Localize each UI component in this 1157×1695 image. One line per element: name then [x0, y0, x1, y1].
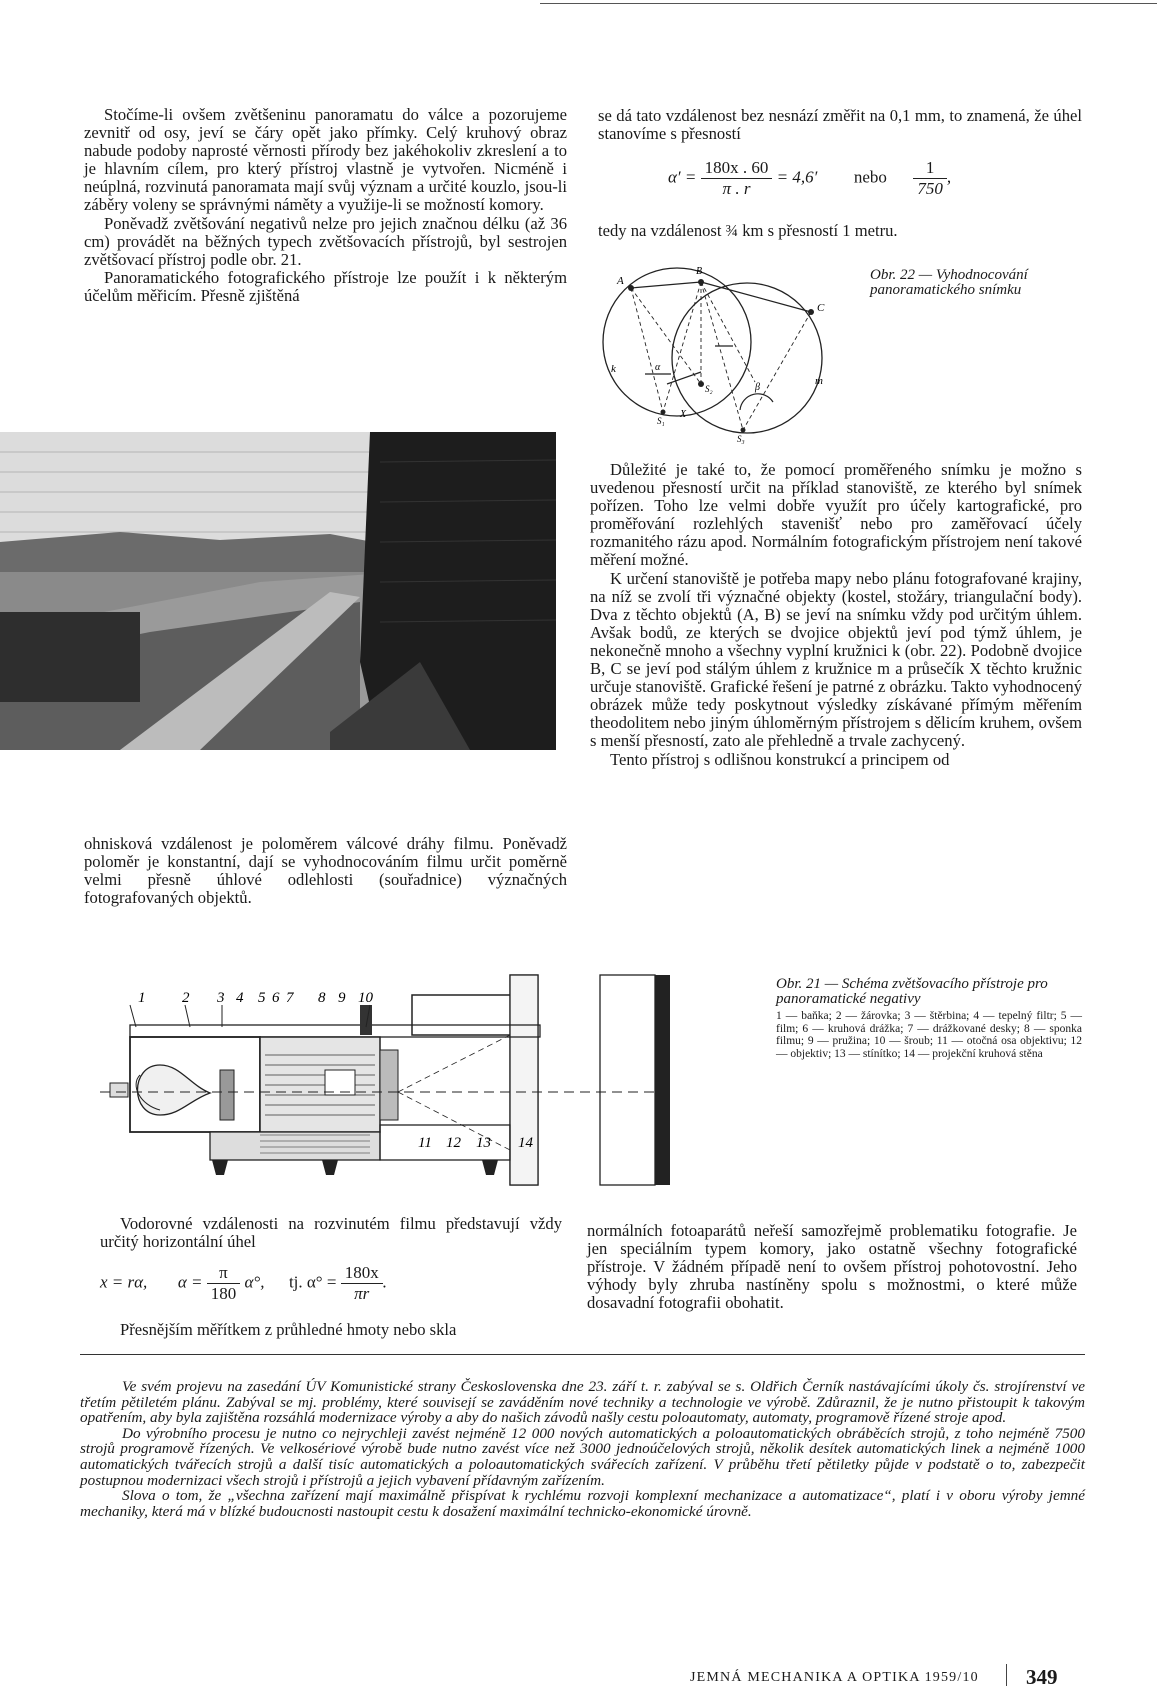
paragraph: Stočíme-li ovšem zvětšeninu panoramatu do válce a pozorujeme zevnitř od osy, jeví se čáry opět jako přímky. Celý kruhový obraz nabude podoby naprosté věrnosti přírody bez jakéhokoliv zkreslení a to je hlavním cílem, pro který přístroj vlastně je vytvořen. Nicméně i neúplná, rozvinutá panoramata mají svůj význam a určité kouzlo, jsou-li záběry voleny se správnými náměty a využije-li se možností komory. — [84, 105, 567, 215]
paragraph: normálních fotoaparátů neřeší samozřejmě problematiku fotografie. Je jen speciálním typem komory, jako ostatně všechny fotografické přístroje. V žádném případě není to ovšem přístroj pohotovostní. Jeho výhody byly zhruba nastíněny spolu s možnostmi, o které může dosavadní fotografii obohatit. — [587, 1221, 1077, 1313]
fig21-num: 2 — [182, 990, 190, 1006]
paragraph: Panoramatického fotografického přístroje lze použít i k některým účelům měřicím. Přesně zjištěná — [84, 267, 567, 305]
label-beta: β — [755, 382, 760, 393]
journal-title: JEMNÁ MECHANIKA A OPTIKA 1959/10 — [690, 1670, 979, 1685]
fig21-num: 4 — [236, 990, 244, 1006]
footer-divider — [1006, 1664, 1007, 1686]
footnote-separator — [80, 1354, 1085, 1355]
fig21-num: 8 — [318, 990, 326, 1006]
right-column-bottom — [587, 1222, 1077, 1312]
paragraph: se dá tato vzdálenost bez nesnází změřit na 0,1 mm, to znamená, že úhel stanovíme s přesností — [598, 106, 1082, 144]
right-after-equation — [598, 222, 1082, 240]
right-column-top — [598, 107, 1082, 143]
fig21-num: 3 — [217, 990, 225, 1006]
paragraph: Přesnějším měřítkem z průhledné hmoty nebo skla — [120, 1320, 457, 1339]
paragraph: ohnisková vzdálenost je poloměrem válcové dráhy filmu. Poněvadž poloměr je konstantní, dají se vyhodnocováním filmu určit poměrně velmi přesně úhlové odlehlosti (souřadnice) význačných fotografovaných objektů. — [84, 834, 567, 908]
label-s3: S₃ — [737, 434, 745, 444]
label-X: X — [680, 409, 687, 420]
left-last-line — [100, 1321, 562, 1339]
paragraph: Vodorovné vzdálenosti na rozvinutém filmu představují vždy určitý horizontální úhel — [100, 1214, 562, 1252]
footnote-block — [80, 1379, 1085, 1519]
label-m: m — [815, 375, 823, 387]
footnote-paragraph: Ve svém projevu na zasedání ÚV Komunistické strany Československa dne 23. září t. r. zabýval se s. Oldřich Černík nastávajícími úkoly čs. strojírenství ve třetím pětiletém plánu. Zabýval se mj. problémy, které souvisejí se zaváděním nové techniky a technologie ve výrobě. Zdůraznil, že je nutno přistoupit k takovým opatřením, aby byla zajištěna rozsáhlá modernizace výroby a aby do našich závodů našly cestu poloautomaty, automaty, programově řízené stroje apod. — [80, 1378, 1085, 1427]
figure-22-diagram — [605, 262, 865, 444]
figure-21-legend: 1 — baňka; 2 — žárovka; 3 — štěrbina; 4 — tepelný filtr; 5 — film; 6 — kruhová drážka; 7 — drážkované desky; 8 — sponka filmu; 9 — pružina; 10 — šroub; 11 — otočná osa objektivu; 12 — objektiv; 13 — stínítko; 14 — projekční kruhová stěna — [776, 1010, 1082, 1060]
fraction: $\frac{180x}{\pi r}$ — [341, 1263, 383, 1304]
fig21-num: 10 — [358, 990, 373, 1006]
figure-21-caption-block — [776, 977, 1082, 1060]
paragraph: Poněvadž zvětšování negativů nelze pro jejich značnou délku (až 36 cm) provádět na běžných typech zvětšovacích přístrojů, byl sestrojen zvětšovací přístroj podle obr. 21. — [84, 213, 567, 269]
fig21-num: 6 — [272, 990, 280, 1006]
fig21-num: 13 — [476, 1135, 491, 1151]
panorama-photo-drawing — [0, 432, 556, 750]
paragraph: Tento přístroj s odlišnou konstrukcí a principem od — [610, 749, 950, 769]
left-column-bottom — [100, 1215, 562, 1251]
fraction: $\frac{180x . 60}{\pi . r}$ — [701, 158, 773, 199]
fig21-num: 12 — [446, 1135, 461, 1151]
fig21-num: 1 — [138, 990, 146, 1006]
label-s2: S₂ — [705, 384, 713, 394]
figure-21-svg — [100, 975, 760, 1190]
fraction: $\frac{\pi}{180}$ — [207, 1263, 241, 1304]
figure-21-diagram — [100, 975, 760, 1190]
label-alpha: α — [655, 362, 661, 373]
label-k: k — [611, 363, 616, 375]
label-s1: S₁ — [657, 416, 665, 426]
paragraph: Důležité je také to, že pomocí proměřeného snímku je možno s uvedenou přesností určit na příklad stanoviště, ze kterého byl snímek pořízen. Toho lze velmi dobře využít pro účely kartografické, pro proměřování rozlehlých stavenišť nebo pro zaměřovací účely rozmanitého rázu apod. Normálním fotografickým přístrojem není takové měření možné. — [590, 460, 1082, 570]
top-rule — [540, 3, 1157, 4]
fig21-num: 5 — [258, 990, 266, 1006]
page-number: 349 — [1026, 1665, 1058, 1689]
left-column-mid — [84, 835, 567, 907]
figure-22-caption: Obr. 22 — Vyhodnocování panoramatického snímku — [870, 267, 1028, 298]
footnote-paragraph: Do výrobního procesu je nutno co nejrychleji zavést nejméně 12 000 nových automatických a poloautomatických obráběcích strojů, z toho nejméně 7500 strojů programově řízených. Ve velkosériové výrobě bude nutno zavést více než 3000 jednoúčelových strojů, několik desítek automatických linek a nejméně 1000 automatických tvářecích strojů a další tisíc automatických a poloautomatických svářecích zařízení. V průběhu třetí pětiletky půjde v podstatě o to, zabezpečit postupnou modernizaci všech strojů i přístrojů a jejich vybavení přídavným zařízením. — [80, 1424, 1085, 1489]
left-column-top — [84, 106, 567, 305]
label-C: C — [817, 302, 825, 314]
equation-angle-precision: α′ = $\frac{180x . 60}{\pi . r}$ = 4,6′ nebo $\frac{1}{750}$ , — [668, 158, 952, 198]
paragraph: tedy na vzdálenost ¾ km s přesností 1 metru. — [598, 221, 898, 240]
equation-horizontal-angle: x = rα, α = $\frac{\pi}{180}$ α°, tj. α° = $\frac{180x}{\pi r}$ . — [100, 1263, 387, 1303]
figure-21-caption: Obr. 21 — Schéma zvětšovacího přístroje pro panoramatické negativy — [776, 976, 1048, 1007]
fig21-num: 9 — [338, 990, 346, 1006]
right-column-mid — [590, 461, 1082, 769]
label-A: A — [617, 275, 624, 287]
label-B: B — [696, 266, 703, 277]
footnote-paragraph: Slova o tom, že „všechna zařízení mají maximálně přispívat k rychlému rozvoji komplexní mechanizace a automatizace“, platí i v oboru výroby jemné mechaniky, která má v blízké budoucnosti nastoupit cestu k dosažení maximální technicko-ekonomické úrovně. — [80, 1487, 1085, 1520]
fig21-num: 14 — [518, 1135, 533, 1151]
figure-22-svg — [605, 262, 865, 444]
panorama-photo — [0, 432, 556, 750]
fraction: $\frac{1}{750}$ — [913, 158, 947, 199]
paragraph: K určení stanoviště je potřeba mapy nebo plánu fotografované krajiny, na níž se zvolí tři význačné objekty (kostel, stožáry, triangulační body). Dva z těchto objektů (A, B) se jeví na snímku vždy pod určitým úhlem. Avšak bodů, ze kterých se dvojice objektů jeví pod týmž úhlem, je nekonečně mnoho a všechny vyplní kružnici k (obr. 22). Podobně dvojice B, C se jeví pod stálým úhlem z kružnice m a průsečík X těchto kružnic určuje stanoviště. Grafické řešení je patrné z obrázku. Takto vyhodnocený obrázek může tedy poskytnout výsledky získávané přímým měřením theodolitem nebo jiným úhloměrným přístrojem s dělicím kruhem, ovšem s menší přesností, zato ale přehledně a trvale zachycený. — [590, 568, 1083, 751]
fig21-num: 11 — [418, 1135, 432, 1151]
fig21-num: 7 — [286, 990, 294, 1006]
